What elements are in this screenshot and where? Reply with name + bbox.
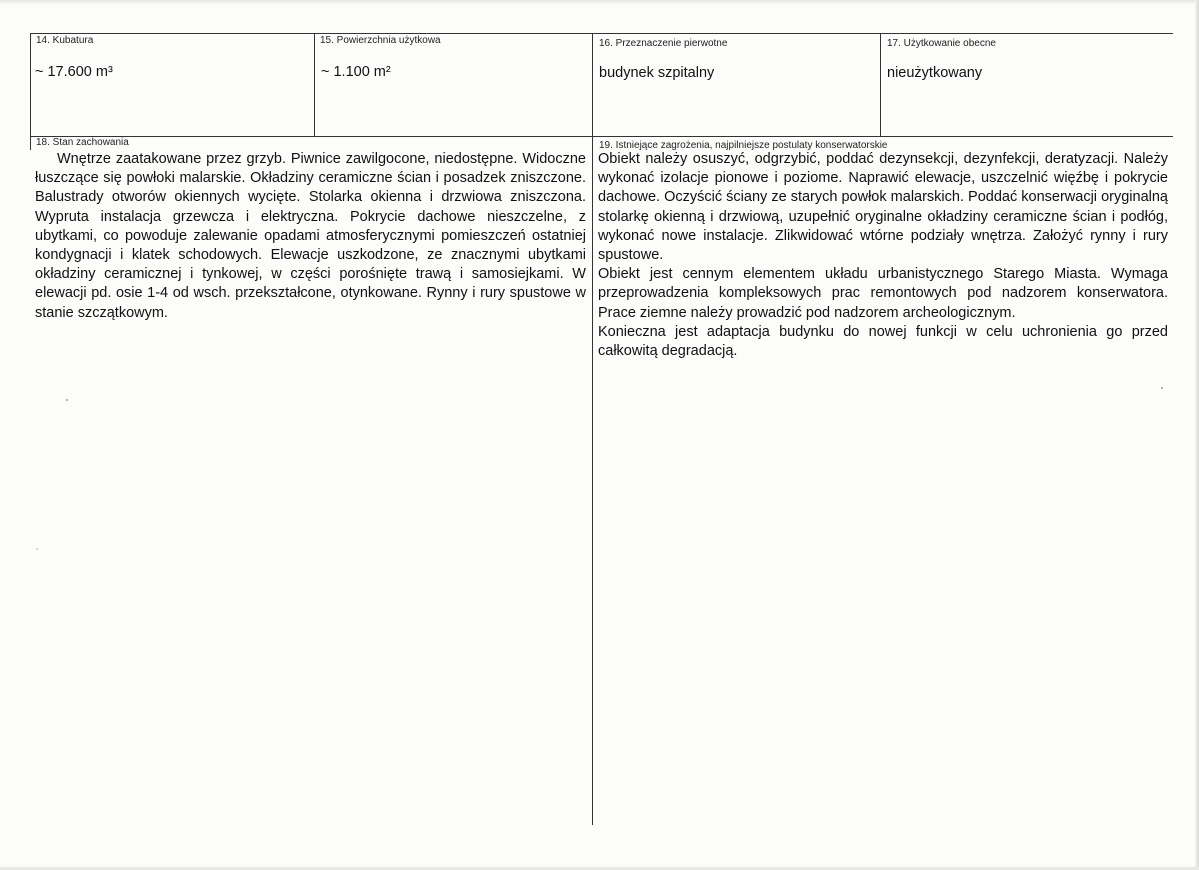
scan-speck <box>66 399 68 401</box>
przeznaczenie-value: budynek szpitalny <box>599 65 715 81</box>
grid-divider-14-15 <box>314 33 315 136</box>
stan-zachowania-paragraph: Wnętrze zaatakowane przez grzyb. Piwnice zawilgocone, niedostępne. Widoczne łuszczące się powłoki malarskie. Okładziny ceramiczne ścian i posadzek zniszczone. Balustrady otworów okiennych wycięte. Stolarka okienna i drzwiowa zniszczona. Wypruta instalacja grzewcza i elektryczna. Pokrycie dachowe nieszczelne, z ubytkami, co powoduje zalewanie opadami atmosferycznymi pomieszczeń ostatniej kondygnacji i klatek schodowych. Elewacje uszkodzone, ze znacznymi ubytkami okładziny ceramicznej i tynkowej, w części porośnięte trawą i samosiejkami. W elewacji pd. osie 1-4 od wsch. przekształcone, otynkowane. Rynny i rury spustowe w stanie szczątkowym. <box>35 151 586 321</box>
kubatura-label: 14. Kubatura <box>36 35 94 46</box>
grid-divider-16-17 <box>880 33 881 136</box>
scan-top-edge <box>0 0 1199 4</box>
zagrozenia-paragraph-3: Konieczna jest adaptacja budynku do nowej funkcji w celu uchronienia go przed całkowitą degradacją. <box>598 323 1168 360</box>
zagrozenia-paragraph-1: Obiekt należy osuszyć, odgrzybić, poddać dezynsekcji, dezynfekcji, deratyzacji. Należy wykonać izolacje pionowe i poziome. Naprawić elewacje, uszczelnić więźbę i pokrycie dachowe. Oczyścić ściany ze starych powłok malarskich. Poddać konserwacji oryginalną stolarkę okienną i drzwiową, uzupełnić oryginalne okładziny ceramiczne ścian i podłóg, wykonać nowe instalacje. Zlikwidować wtórne podziały wnętrza. Założyć rynny i rury spustowe. <box>598 151 1168 264</box>
powierzchnia-label: 15. Powierzchnia użytkowa <box>320 35 441 46</box>
grid-middle-line <box>30 136 1173 137</box>
uzytkowanie-label: 17. Użytkowanie obecne <box>887 38 996 49</box>
przeznaczenie-label: 16. Przeznaczenie pierwotne <box>599 38 728 49</box>
zagrozenia-label: 19. Istniejące zagrożenia, najpilniejsze postulaty konserwatorskie <box>599 140 888 151</box>
stan-zachowania-label: 18. Stan zachowania <box>36 137 129 148</box>
powierzchnia-value: ~ 1.100 m² <box>321 64 391 80</box>
kubatura-value: ~ 17.600 m³ <box>35 64 113 80</box>
zagrozenia-paragraph-2: Obiekt jest cennym elementem układu urbanistycznego Starego Miasta. Wymaga przeprowadzenia kompleksowych prac remontowych pod nadzorem konserwatora. Prace ziemne należy prowadzić pod nadzorem archeologicznym. <box>598 266 1168 321</box>
grid-top-line <box>30 33 1173 34</box>
grid-divider-main <box>592 33 593 825</box>
uzytkowanie-value: nieużytkowany <box>887 65 983 81</box>
scan-speck <box>1161 387 1163 389</box>
grid-left-border <box>30 33 31 150</box>
scan-speck <box>36 548 38 550</box>
scan-right-edge <box>1195 0 1199 870</box>
zagrozenia-text <box>598 150 1168 361</box>
stan-zachowania-text <box>35 150 586 323</box>
